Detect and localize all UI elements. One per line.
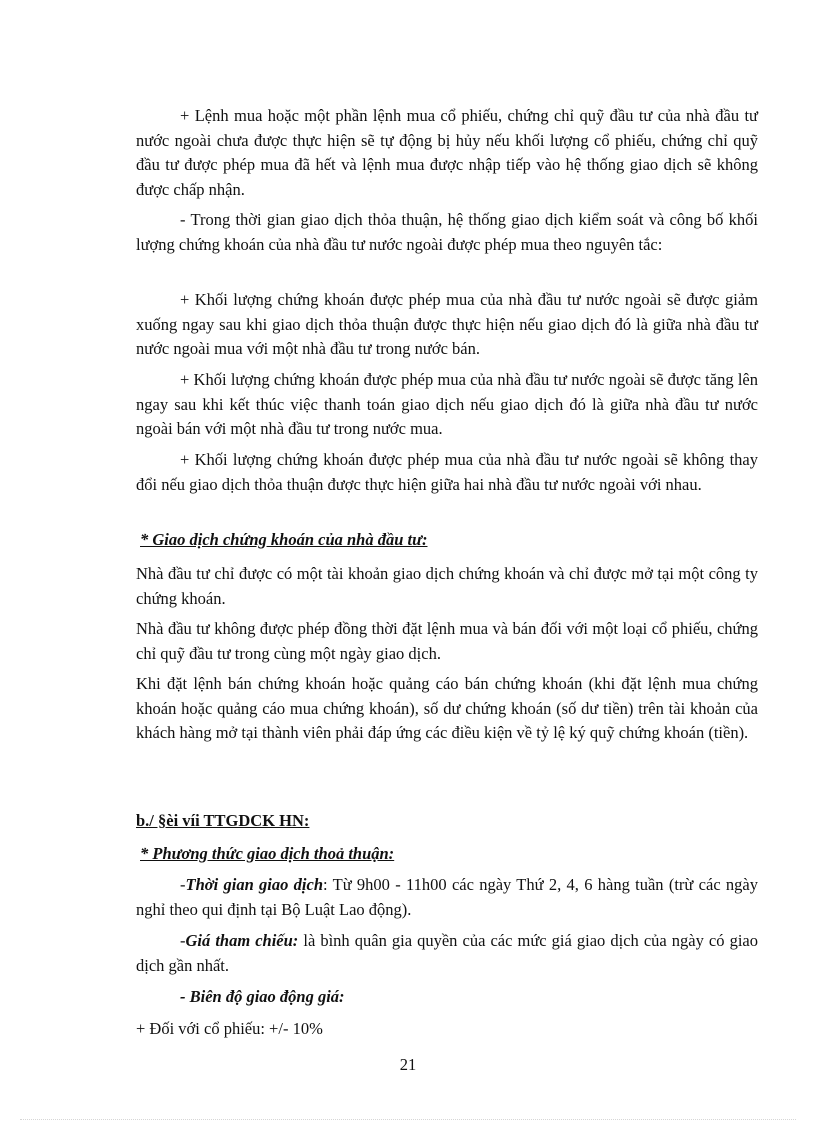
stock-price-band: + Đối với cổ phiếu: +/- 10% — [136, 1019, 323, 1038]
page-number: 21 — [399, 1055, 417, 1074]
paragraph-reference-price — [136, 929, 758, 978]
paragraph-margin-requirements: Khi đặt lệnh bán chứng khoán hoặc quảng cáo bán chứng khoán (khi đặt lệnh mua chứng khoán hoặc quảng cáo mua chứng khoán), số dư chứng khoán (số dư tiền) trên tài khoản của khách hàng mở tại thành viên phải đáp ứng các điều kiện về tỷ lệ ký quỹ chứng khoán (tiền). — [136, 674, 758, 742]
heading-investor-trading: * Giao dịch chứng khoán của nhà đầu tư: — [140, 530, 428, 549]
reference-price-text: là bình quân gia quyền của các mức giá giao dịch của ngày có giao dịch gần nhất. — [136, 931, 758, 975]
heading-section-b: b./ §èi víi TTGDCK HN: — [136, 811, 310, 830]
paragraph-negotiated-control: - Trong thời gian giao dịch thỏa thuận, hệ thống giao dịch kiểm soát và công bố khối lượng chứng khoán của nhà đầu tư nước ngoài được phép mua theo nguyên tắc: — [136, 210, 758, 254]
reference-price-prefix: - — [180, 931, 186, 950]
heading-negotiated-method: * Phương thức giao dịch thoả thuận: — [140, 844, 395, 863]
heading-price-band: - Biên độ giao động giá: — [180, 987, 345, 1006]
trading-time-label: Thời gian giao dịch — [185, 875, 324, 894]
paragraph-unfilled-orders: + Lệnh mua hoặc một phần lệnh mua cổ phiếu, chứng chỉ quỹ đầu tư của nhà đầu tư nước ngoài chưa được thực hiện sẽ tự động bị hủy nếu khối lượng cổ phiếu, chứng chỉ quỹ đầu tư được phép mua đã hết và lệnh mua được nhập tiếp vào hệ thống giao dịch sẽ không được chấp nhận. — [136, 106, 758, 199]
paragraph-one-account: Nhà đầu tư chỉ được có một tài khoản giao dịch chứng khoán và chỉ được mở tại một công ty chứng khoán. — [136, 564, 758, 608]
paragraph-trading-time — [136, 873, 758, 922]
trading-time-text: : Từ 9h00 - 11h00 các ngày Thứ 2, 4, 6 hàng tuần (trừ các ngày nghỉ theo qui định tại Bộ Luật Lao động). — [136, 875, 759, 919]
trading-time-prefix: - — [180, 875, 186, 894]
paragraph-no-simultaneous-orders: Nhà đầu tư không được phép đồng thời đặt lệnh mua và bán đối với một loại cổ phiếu, chứng chỉ quỹ đầu tư trong cùng một ngày giao dịch. — [136, 619, 758, 663]
page-bottom-divider — [20, 1119, 796, 1120]
reference-price-label: Giá tham chiếu: — [185, 931, 299, 950]
paragraph-volume-increase: + Khối lượng chứng khoán được phép mua của nhà đầu tư nước ngoài sẽ được tăng lên ngay sau khi kết thúc việc thanh toán giao dịch nếu giao dịch đó là giữa nhà đầu tư nước ngoài bán với một nhà đầu tư trong nước mua. — [136, 370, 758, 438]
paragraph-volume-unchanged: + Khối lượng chứng khoán được phép mua của nhà đầu tư nước ngoài sẽ không thay đổi nếu giao dịch thỏa thuận được thực hiện giữa hai nhà đầu tư nước ngoài với nhau. — [136, 450, 758, 494]
paragraph-volume-decrease: + Khối lượng chứng khoán được phép mua của nhà đầu tư nước ngoài sẽ được giảm xuống ngay sau khi giao dịch thỏa thuận được thực hiện nếu giao dịch đó là giữa nhà đầu tư nước ngoài mua với một nhà đầu tư trong nước bán. — [136, 290, 758, 358]
